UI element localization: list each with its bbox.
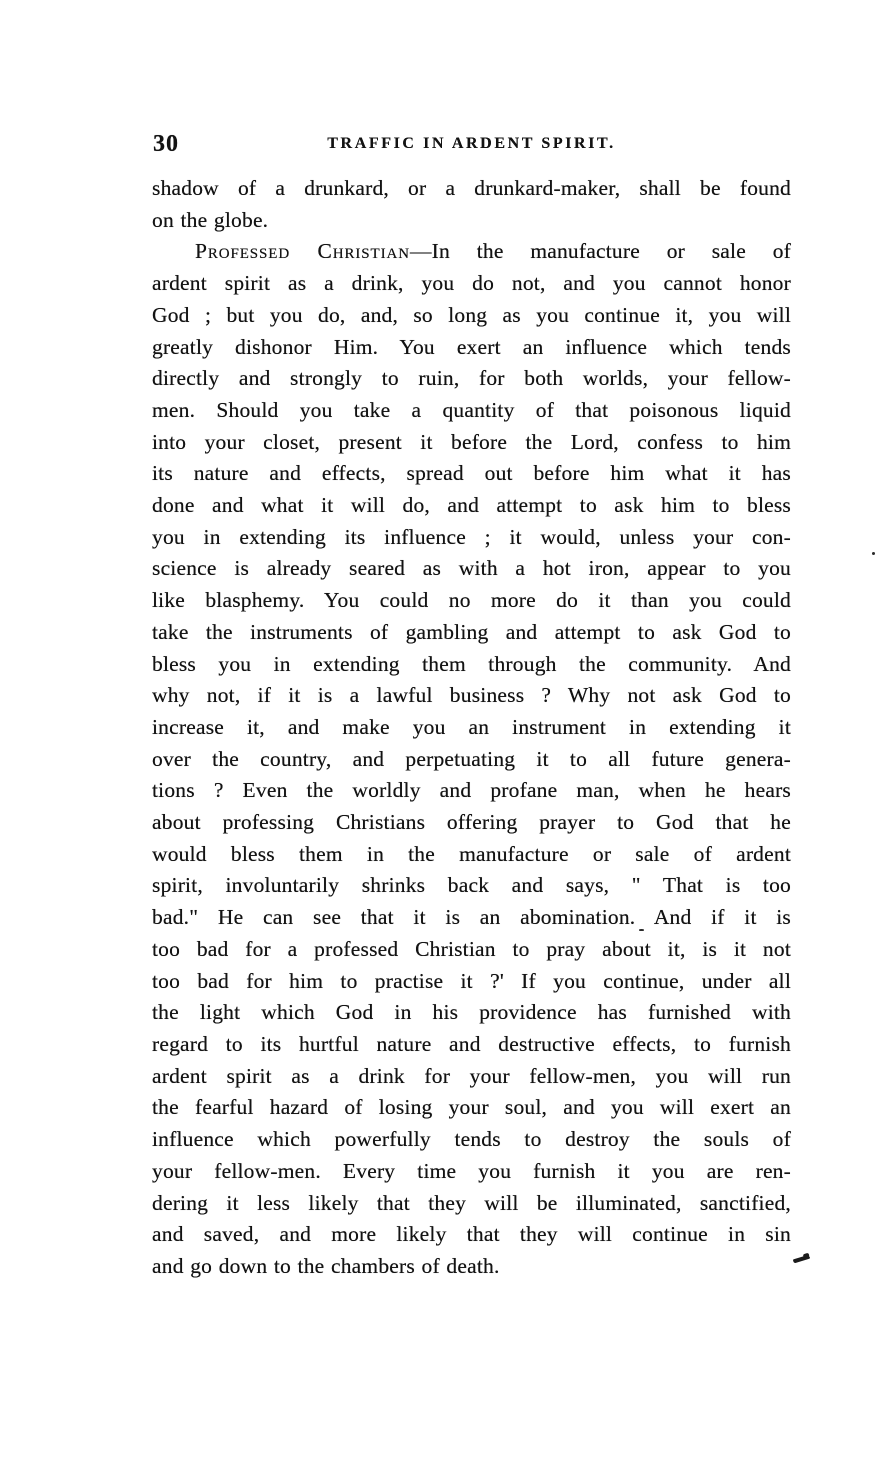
text-line: greatly dishonor Him. You exert an influence which tends bbox=[152, 334, 791, 359]
text-line: and saved, and more likely that they will continue in sin bbox=[152, 1222, 791, 1247]
text-line: the fearful hazard of losing your soul, and you will exert an bbox=[152, 1095, 791, 1120]
text-line: why not, if it is a lawful business ? Why not ask God to bbox=[152, 683, 791, 708]
text-line: shadow of a drunkard, or a drunkard-maker, shall be found bbox=[152, 176, 791, 200]
ink-speck-artifact bbox=[639, 929, 644, 931]
text-line: take the instruments of gambling and attempt to ask God to bbox=[152, 619, 791, 644]
text-line: about professing Christians offering prayer to God that he bbox=[152, 810, 791, 835]
text-line: on the globe. bbox=[152, 207, 269, 232]
text-line: science is already seared as with a hot iron, appear to you bbox=[152, 556, 791, 581]
text-line: too bad for him to practise it ?' If you continue, under all bbox=[152, 968, 791, 993]
text-line: men. Should you take a quantity of that poisonous liquid bbox=[152, 397, 791, 422]
pen-mark-artifact bbox=[793, 1255, 810, 1264]
text-line: influence which powerfully tends to destroy the souls of bbox=[152, 1127, 791, 1152]
text-line: done and what it will do, and attempt to ask him to bless bbox=[152, 493, 791, 518]
page-body bbox=[152, 173, 791, 1283]
running-title: TRAFFIC IN ARDENT SPIRIT. bbox=[327, 135, 616, 152]
text-line: too bad for a professed Christian to pray about it, is it not bbox=[152, 936, 791, 961]
text-line: increase it, and make you an instrument in extending it bbox=[152, 714, 791, 739]
text-line: your fellow-men. Every time you furnish it you are ren- bbox=[152, 1158, 791, 1183]
paragraph bbox=[152, 173, 791, 236]
page-number: 30 bbox=[153, 131, 179, 157]
text-line: spirit, involuntarily shrinks back and says, " That is too bbox=[152, 873, 791, 898]
text-line: God ; but you do, and, so long as you continue it, you will bbox=[152, 302, 791, 327]
text-line: would bless them in the manufacture or sale of ardent bbox=[152, 841, 791, 866]
text-line: Professed Christian—In the manufacture or sale of bbox=[195, 239, 792, 264]
text-line: bless you in extending them through the community. And bbox=[152, 651, 791, 676]
text-line: into your closet, present it before the Lord, confess to him bbox=[152, 429, 791, 454]
speaker-label: Professed Christian bbox=[195, 239, 410, 264]
text-line: bad." He can see that it is an abomination. And if it is bbox=[152, 905, 791, 930]
text-line: like blasphemy. You could no more do it than you could bbox=[152, 588, 791, 613]
paragraph bbox=[152, 236, 791, 1282]
text-line: you in extending its influence ; it would, unless your con- bbox=[152, 524, 791, 549]
text-line: the light which God in his providence has furnished with bbox=[152, 1000, 791, 1025]
running-head bbox=[152, 130, 791, 164]
text-line: over the country, and perpetuating it to all future genera- bbox=[152, 746, 791, 771]
text-line: tions ? Even the worldly and profane man, when he hears bbox=[152, 778, 791, 803]
text-line: regard to its hurtful nature and destructive effects, to furnish bbox=[152, 1031, 791, 1056]
text-line: dering it less likely that they will be illuminated, sanctified, bbox=[152, 1190, 791, 1215]
text-line: ardent spirit as a drink, you do not, and you cannot honor bbox=[152, 271, 791, 296]
ink-speck-artifact bbox=[872, 552, 875, 555]
text-line: directly and strongly to ruin, for both worlds, your fellow- bbox=[152, 366, 791, 391]
text-line: ardent spirit as a drink for your fellow-men, you will run bbox=[152, 1063, 791, 1088]
text-line: its nature and effects, spread out before him what it has bbox=[152, 461, 791, 486]
text-line: and go down to the chambers of death. bbox=[152, 1253, 500, 1278]
